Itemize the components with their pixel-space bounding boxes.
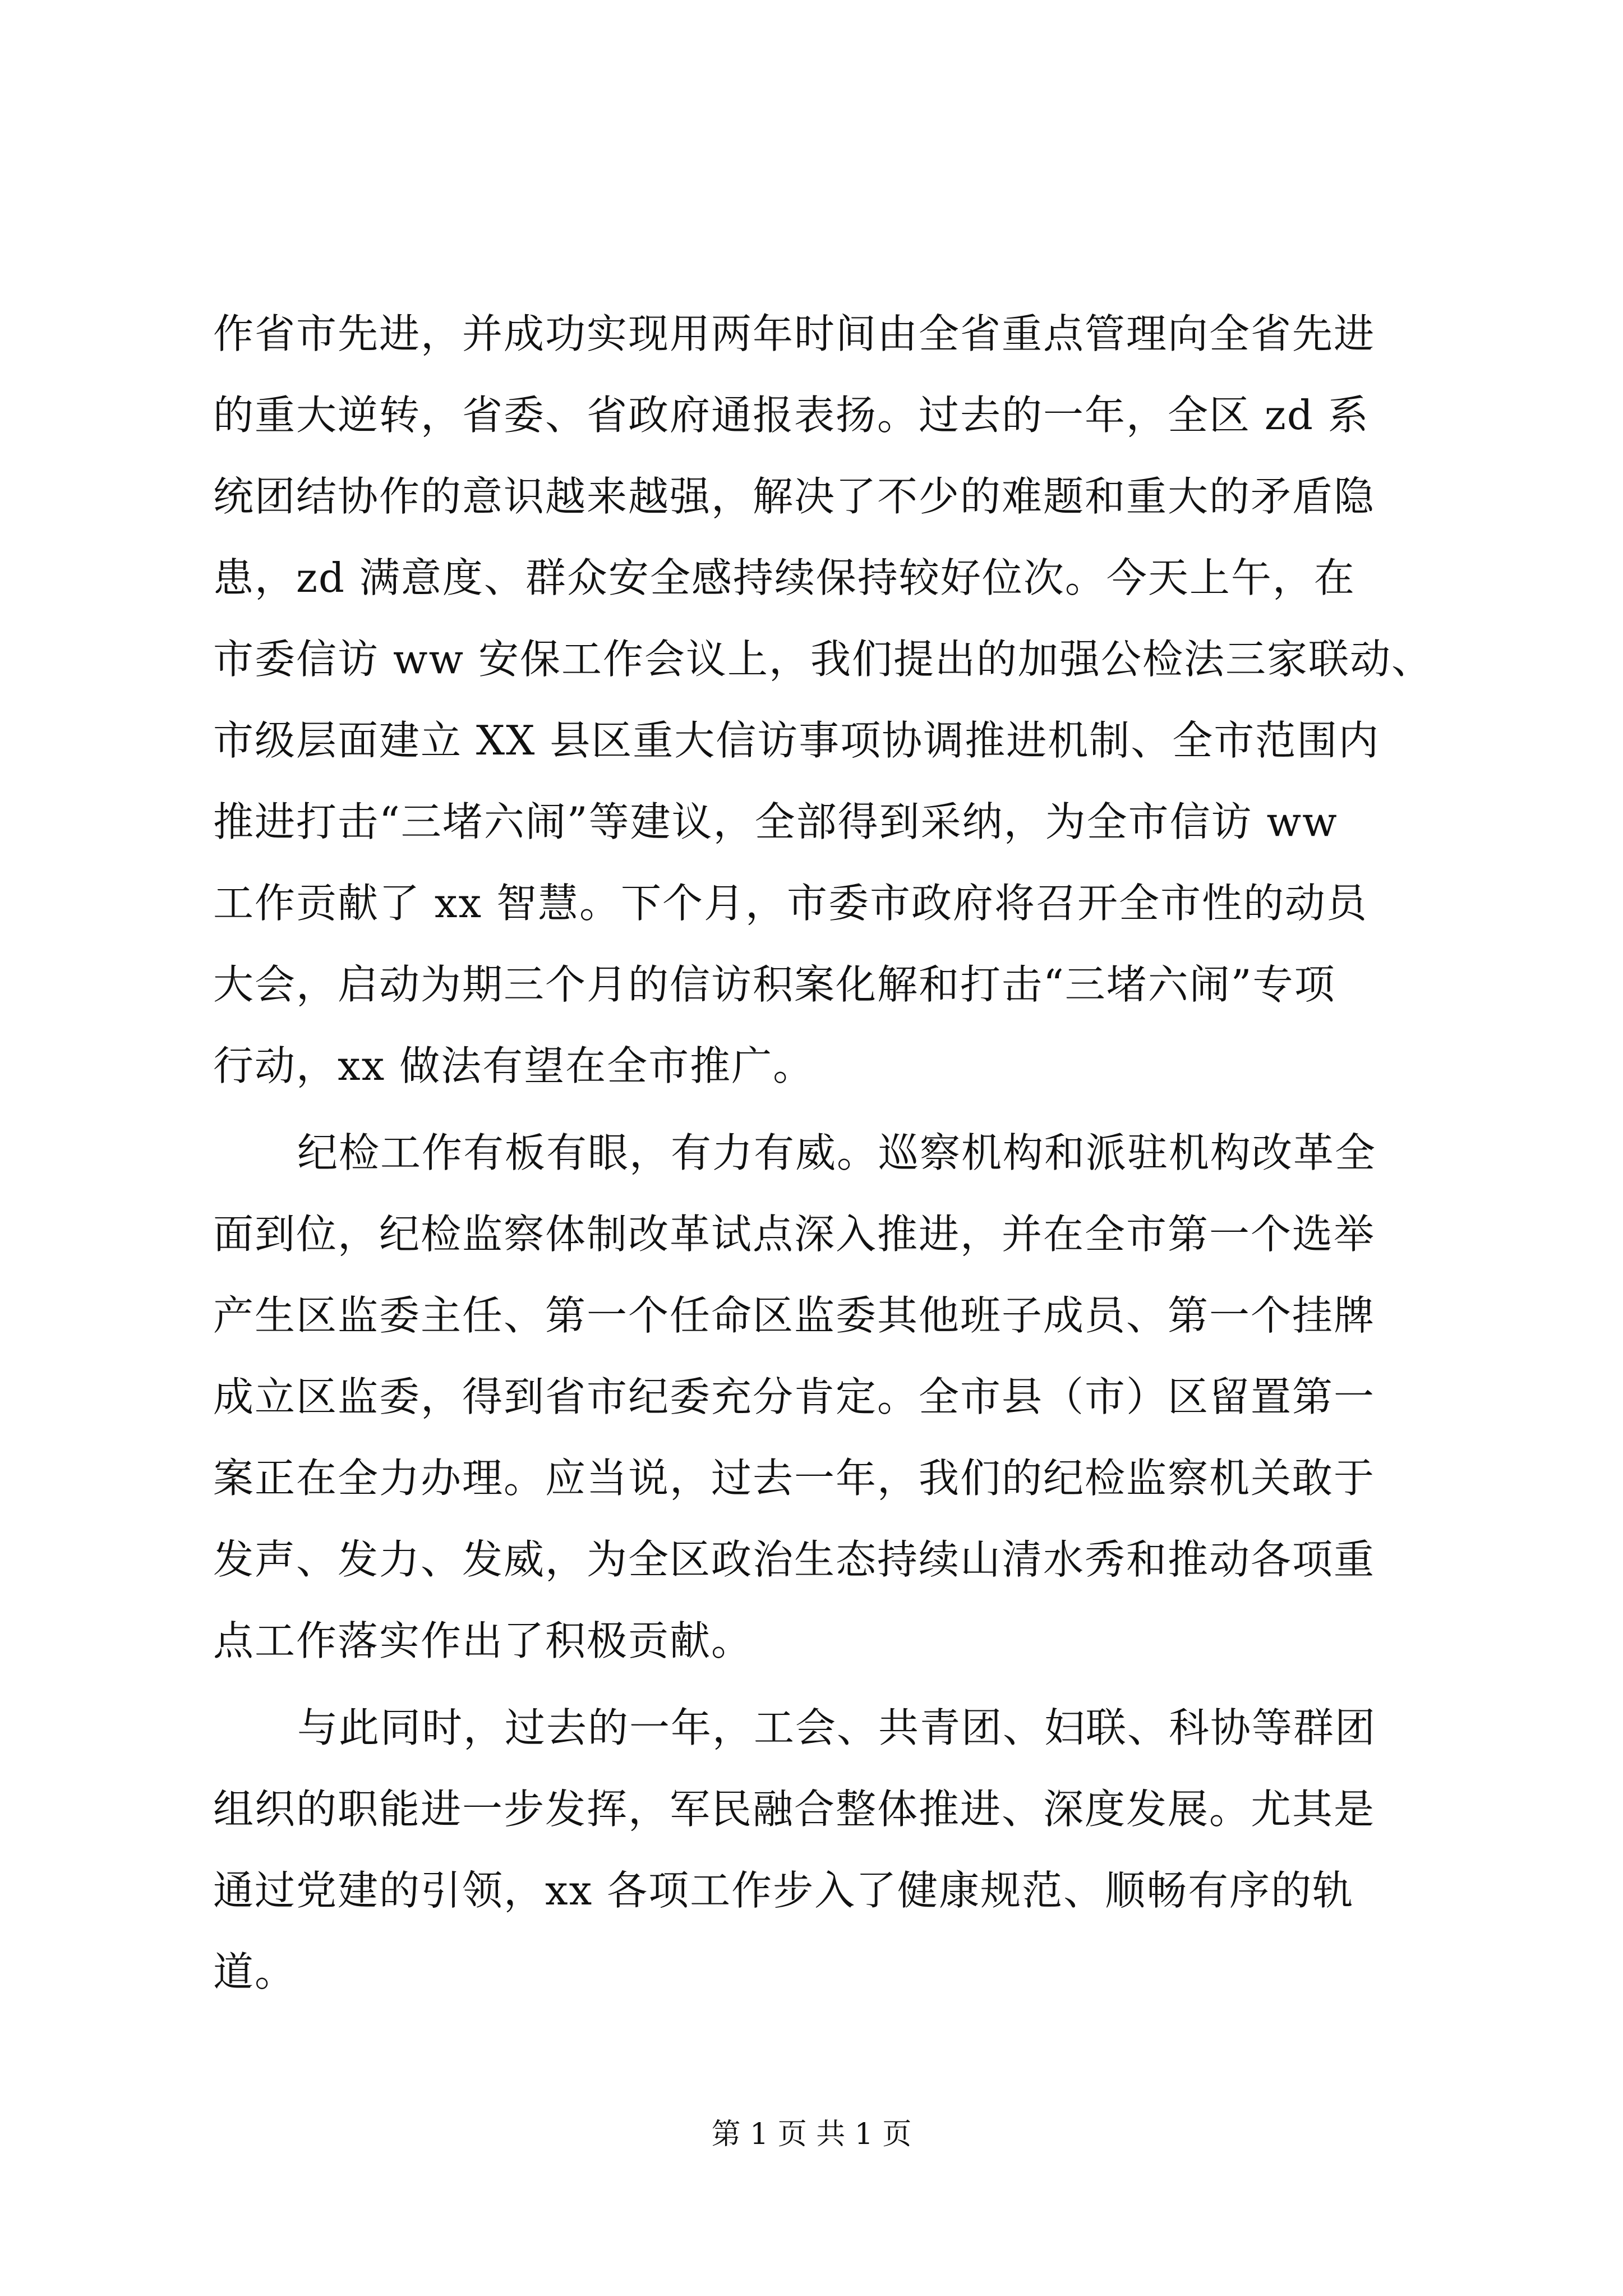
text-line: 统团结协作的意识越来越强，解决了不少的难题和重大的矛盾隐 (213, 473, 1376, 520)
text-line: 产生区监委主任、第一个任命区监委其他班子成员、第一个挂牌 (213, 1292, 1376, 1339)
text-line: 案正在全力办理。应当说，过去一年，我们的纪检监察机关敢于 (213, 1455, 1376, 1502)
text-line: 大会，启动为期三个月的信访积案化解和打击“三堵六闹”专项 (213, 961, 1336, 1008)
text-line: 道。 (213, 1948, 297, 1995)
text-line: 面到位，纪检监察体制改革试点深入推进，并在全市第一个选举 (213, 1211, 1376, 1258)
text-line: 点工作落实作出了积极贡献。 (213, 1617, 753, 1664)
text-line: 患，zd 满意度、群众安全感持续保持较好位次。今天上午，在 (213, 554, 1355, 601)
text-line: 市委信访 ww 安保工作会议上，我们提出的加强公检法三家联动、 (213, 636, 1433, 683)
text-line: 与此同时，过去的一年，工会、共青团、妇联、科协等群团 (297, 1704, 1377, 1751)
text-line: 纪检工作有板有眼，有力有威。巡察机构和派驻机构改革全 (297, 1129, 1377, 1176)
text-line: 通过党建的引领，xx 各项工作步入了健康规范、顺畅有序的轨 (213, 1867, 1354, 1914)
text-line: 成立区监委，得到省市纪委充分肯定。全市县（市）区留置第一 (213, 1373, 1376, 1420)
text-line: 推进打击“三堵六闹”等建议，全部得到采纳，为全市信访 ww (213, 798, 1338, 845)
text-line: 组织的职能进一步发挥，军民融合整体推进、深度发展。尤其是 (213, 1786, 1376, 1833)
text-line: 市级层面建立 XX 县区重大信访事项协调推进机制、全市范围内 (213, 717, 1380, 764)
page-footer: 第 1 页 共 1 页 (711, 2118, 912, 2151)
text-line: 作省市先进，并成功实现用两年时间由全省重点管理向全省先进 (213, 310, 1376, 357)
text-line: 发声、发力、发威，为全区政治生态持续山清水秀和推动各项重 (213, 1536, 1376, 1583)
text-line: 的重大逆转，省委、省政府通报表扬。过去的一年，全区 zd 系 (213, 392, 1370, 439)
text-line: 行动，xx 做法有望在全市推广。 (213, 1042, 815, 1089)
text-line: 工作贡献了 xx 智慧。下个月，市委市政府将召开全市性的动员 (213, 880, 1368, 927)
